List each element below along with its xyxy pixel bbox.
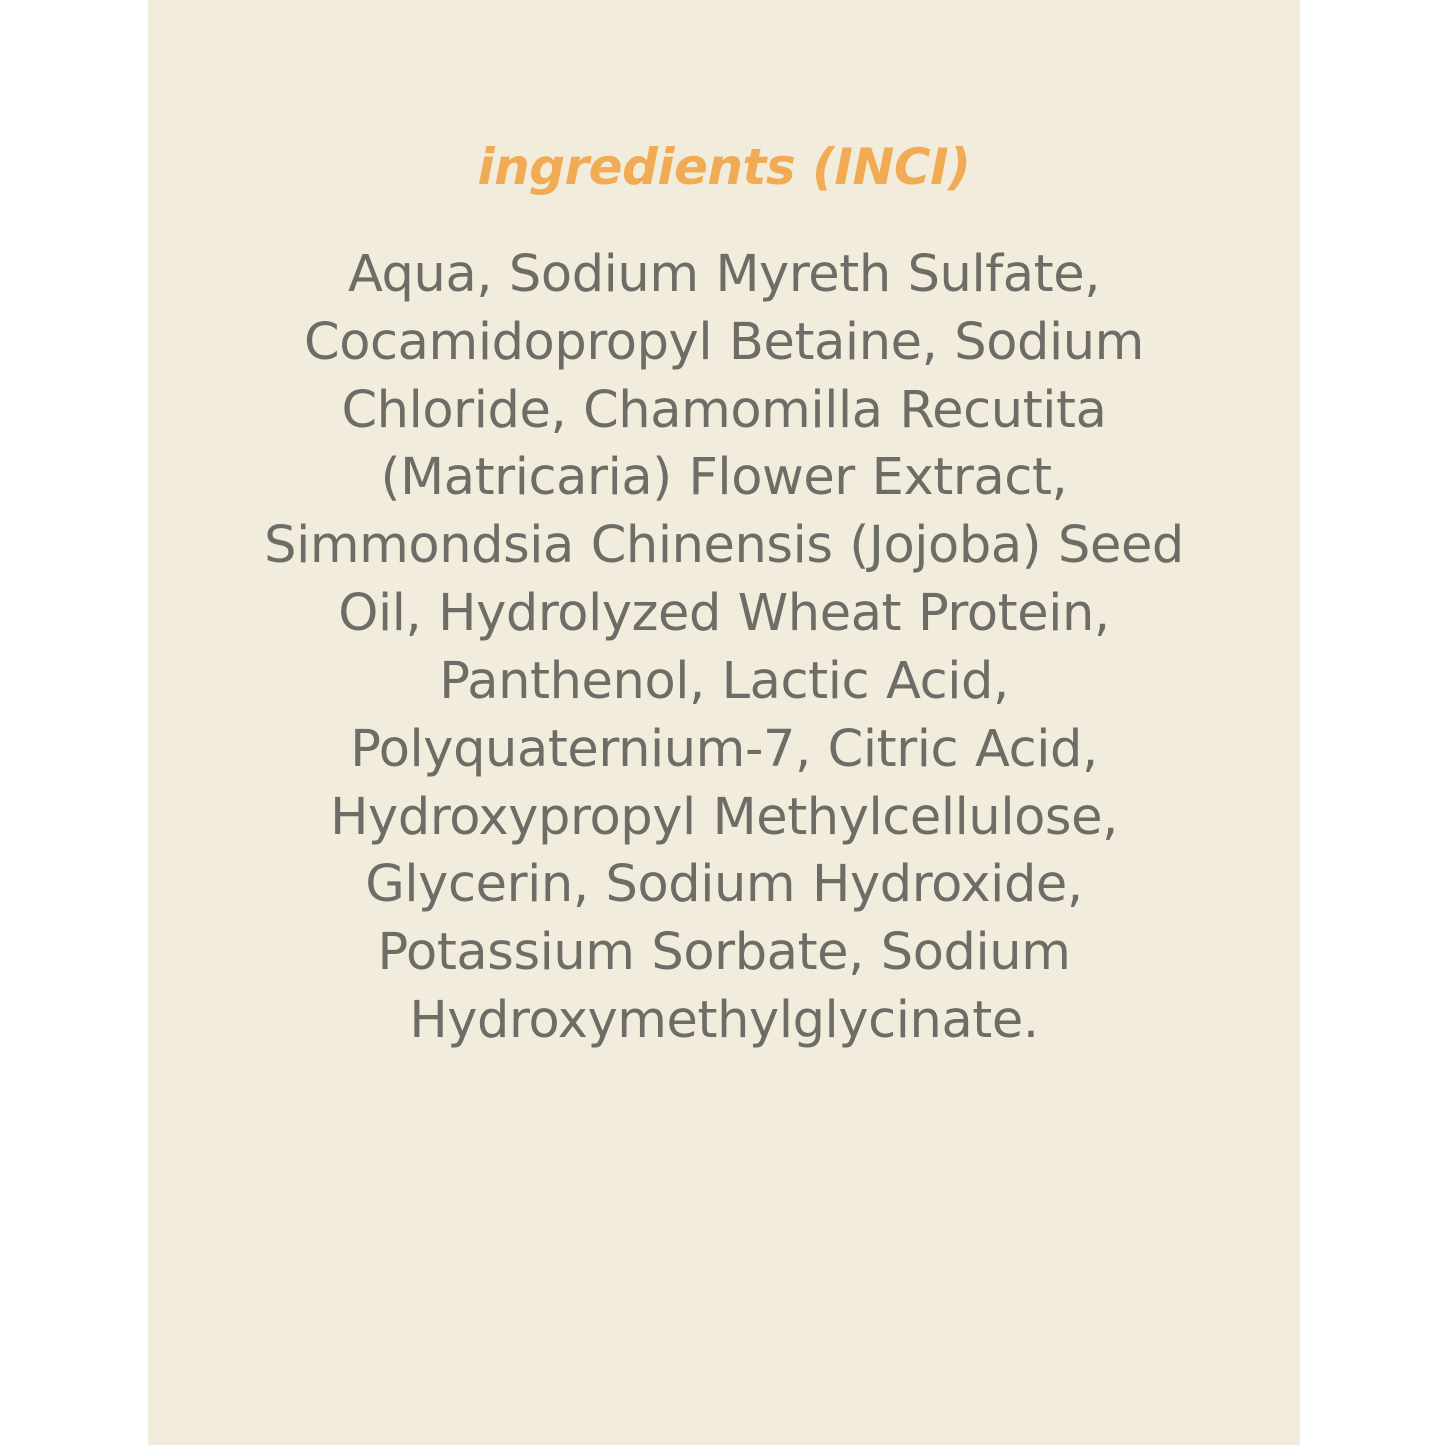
ingredients-heading: ingredients (INCI) (477, 138, 971, 196)
label-content (148, 0, 1300, 1445)
ingredients-text: Aqua, Sodium Myreth Sulfate, Cocamidopropyl Betaine, Sodium Chloride, Chamomilla Recutita (Matricaria) Flower Extract, Simmondsia Chinensis (Jojoba) Seed Oil, Hydrolyzed Wheat Protein, Panthenol, Lactic Acid, Polyquaternium-7, Citric Acid, Hydroxypropyl Methylcellulose, Glycerin, Sodium Hydroxide, Potassium Sorbate, Sodium Hydroxymethylglycinate. (264, 245, 1184, 1051)
label-panel (148, 0, 1300, 1445)
